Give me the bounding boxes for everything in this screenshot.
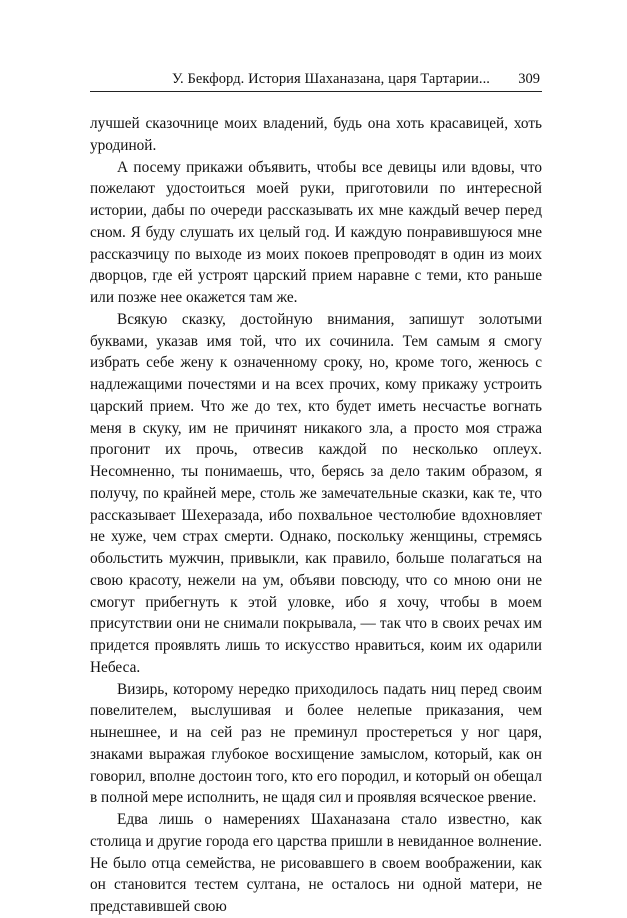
header-rule — [90, 91, 542, 92]
running-title: У. Бекфорд. История Шаханазана, царя Тартарии... — [172, 71, 491, 87]
paragraph: Визирь, которому нередко приходилось падать ниц перед своим повелителем, выслушивая и более нелепые приказания, чем нынешнее, и на сей раз не преминул простереться у ног царя, знаками выражая глубокое восхищение замыслом, который, как он говорил, вполне достоин того, кто его породил, и который он обещал в полной мере исполнить, не щадя сил и проявляя всяческое рвение. — [90, 680, 542, 807]
paragraph-continued: лучшей сказочнице моих владений, будь она хоть красавицей, хоть уродиной. — [90, 115, 542, 154]
page-number: 309 — [518, 71, 540, 87]
paragraph: Едва лишь о намерениях Шаханазана стало известно, как столица и другие города его царства пришли в невиданное волнение. Не было отца семейства, не рисовавшего в своем воображении, как он становится тестем султана, не осталось ни одной матери, не представившей свою — [90, 811, 542, 915]
body-text — [90, 113, 542, 918]
running-head — [90, 68, 542, 90]
paragraph: А посему прикажи объявить, чтобы все девицы или вдовы, что пожелают удостоиться моей руки, приготовили по интересной истории, дабы по очереди рассказывать их мне каждый вечер перед сном. Я буду слушать их целый год. И каждую понравившуюся мне рассказчицу по выходе из моих покоев препроводят в один из моих дворцов, где ей устроят царский прием наравне с теми, кто раньше или позже нее окажется там же. — [90, 158, 542, 306]
paragraph: Всякую сказку, достойную внимания, запишут золотыми буквами, указав имя той, что их сочинила. Тем самым я смогу избрать себе жену к означенному сроку, но, кроме того, женюсь с надлежащими почестями и на всех прочих, кому прикажу устроить царский прием. Что же до тех, кто будет иметь несчастье вогнать меня в скуку, им не причинят никакого зла, а просто моя стража прогонит их прочь, отвесив каждой по несколько оплеух. Несомненно, ты понимаешь, что, берясь за дело таким образом, я получу, по крайней мере, столь же замечательные сказки, как те, что рассказывает Шехеразада, ибо похвальное честолюбие вдохновляет не хуже, чем страх смерти. Однако, поскольку женщины, стремясь обольстить мужчин, привыкли, как правило, больше полагаться на свою красоту, нежели на ум, объяви повсюду, что со мною они не смогут прибегнуть к этой уловке, ибо я хочу, чтобы в моем присутствии они не снимали покрывала, — так что в своих речах им придется проявлять лишь то искусство нравиться, коим их одарили Небеса. — [90, 310, 542, 676]
